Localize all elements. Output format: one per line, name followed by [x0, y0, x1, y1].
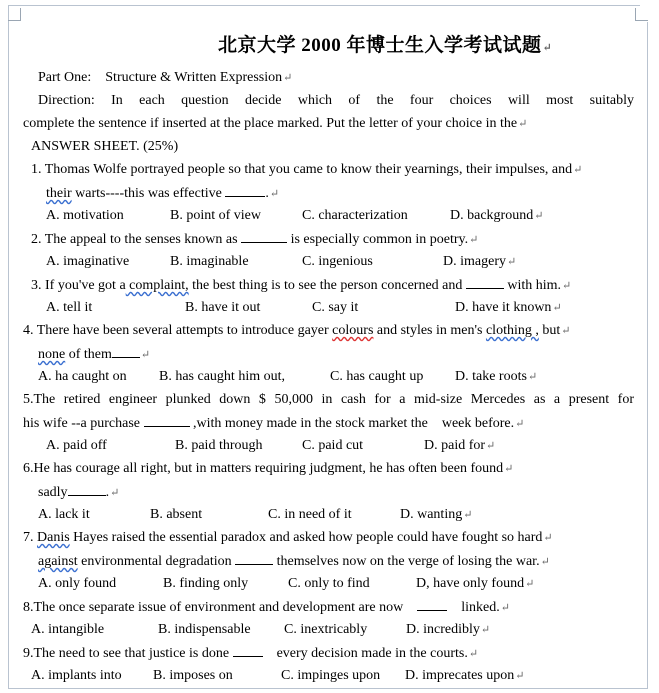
q6-blank [68, 483, 106, 496]
q7-stem-line-2: against environmental degradation themselves now on the verge of losing the war.↵ [38, 554, 550, 569]
q5-blank [144, 414, 190, 427]
q9-option-c: C. impinges upon [281, 668, 381, 683]
page-border-right [647, 22, 648, 689]
q7-option-b: B. finding only [163, 576, 249, 591]
q2-stem-line-1: 2. The appeal to the senses known as is especially common in poetry.↵ [31, 232, 479, 247]
q3-option-a: A. tell it [46, 300, 93, 315]
q6-stem-line-1: 6.He has courage all right, but in matters requiring judgment, he has often been found↵ [23, 461, 514, 476]
q9-option-b: B. imposes on [153, 668, 233, 683]
q9-option-d: D. imprecates upon↵ [405, 668, 525, 683]
q8-option-a: A. intangible [31, 622, 105, 637]
margin-corner-top-left [8, 8, 21, 21]
q6-option-c: C. in need of it [268, 507, 352, 522]
q6-option-a: A. lack it [38, 507, 90, 522]
q6-option-b: B. absent [150, 507, 203, 522]
q7-blank [235, 552, 273, 565]
q7-stem-line-1: 7. Danis Hayes raised the essential paradox and asked how people could have fought so hard↵ [23, 530, 553, 545]
q1-option-c: C. characterization [302, 208, 408, 223]
q3-option-b: B. have it out [185, 300, 261, 315]
q4-option-a: A. ha caught on [38, 369, 127, 384]
q7-option-d: D, have only found↵ [416, 576, 535, 591]
q1-blank [225, 184, 265, 197]
q6-option-d: D. wanting↵ [400, 507, 473, 522]
page-border-bottom [8, 688, 648, 689]
q5-option-d: D. paid for↵ [424, 438, 496, 453]
direction-line-3: ANSWER SHEET. (25%) [31, 139, 179, 154]
q2-option-b: B. imaginable [170, 254, 249, 269]
q4-option-b: B. has caught him out, [159, 369, 285, 384]
q9-blank [233, 644, 263, 657]
q5-option-a: A. paid off [46, 438, 107, 453]
q4-stem-line-1: 4. There have been several attempts to introduce gayer colours and styles in men's clothing , but↵ [23, 323, 571, 338]
q9-stem-line-1: 9.The need to see that justice is done every decision made in the courts.↵ [23, 646, 479, 661]
part-heading: Part One: Structure & Written Expression↵ [38, 70, 293, 85]
q8-option-c: C. inextricably [284, 622, 368, 637]
q4-option-c: C. has caught up [330, 369, 424, 384]
q1-stem-line-1: 1. Thomas Wolfe portrayed people so that you came to know their yearnings, their impulses, and↵ [31, 162, 583, 177]
direction-line-1: Direction: In each question decide which of the four choices will most suitably [38, 93, 634, 108]
q3-blank [466, 276, 504, 289]
q8-option-d: D. incredibly↵ [406, 622, 491, 637]
page-border-left [8, 5, 9, 689]
q4-blank [112, 345, 140, 358]
page-title: 北京大学 2000 年博士生入学考试试题↵ [218, 35, 553, 56]
q7-option-a: A. only found [38, 576, 117, 591]
page-border-top [8, 5, 640, 6]
direction-line-2: complete the sentence if inserted at the place marked. Put the letter of your choice in the↵ [23, 116, 528, 131]
q8-blank [417, 598, 447, 611]
q5-stem-line-1: 5.The retired engineer plunked down $ 50,000 in cash for a mid-size Mercedes as a present for [23, 392, 634, 407]
q1-stem-line-2: their warts----this was effective .↵ [46, 186, 280, 201]
q5-stem-line-2: his wife --a purchase ,with money made in the stock market the week before.↵ [23, 416, 525, 431]
q2-blank [241, 230, 287, 243]
q4-stem-line-2: none of them ↵ [38, 347, 151, 362]
margin-corner-top-right [635, 8, 648, 21]
q7-option-c: C. only to find [288, 576, 370, 591]
q5-option-b: B. paid through [175, 438, 263, 453]
q3-option-c: C. say it [312, 300, 359, 315]
q8-option-b: B. indispensable [158, 622, 251, 637]
q9-option-a: A. implants into [31, 668, 122, 683]
q2-option-a: A. imaginative [46, 254, 130, 269]
q2-option-c: C. ingenious [302, 254, 373, 269]
q6-stem-line-2: sadly .↵ [38, 485, 120, 500]
q2-option-d: D. imagery↵ [443, 254, 517, 269]
q3-stem-line-1: 3. If you've got a complaint, the best thing is to see the person concerned and with him.↵ [31, 278, 572, 293]
q8-stem-line-1: 8.The once separate issue of environment and development are now linked.↵ [23, 600, 510, 615]
q5-option-c: C. paid cut [302, 438, 364, 453]
q4-option-d: D. take roots↵ [455, 369, 538, 384]
q1-option-a: A. motivation [46, 208, 124, 223]
q1-option-b: B. point of view [170, 208, 261, 223]
q3-option-d: D. have it known↵ [455, 300, 562, 315]
q1-option-d: D. background↵ [450, 208, 544, 223]
